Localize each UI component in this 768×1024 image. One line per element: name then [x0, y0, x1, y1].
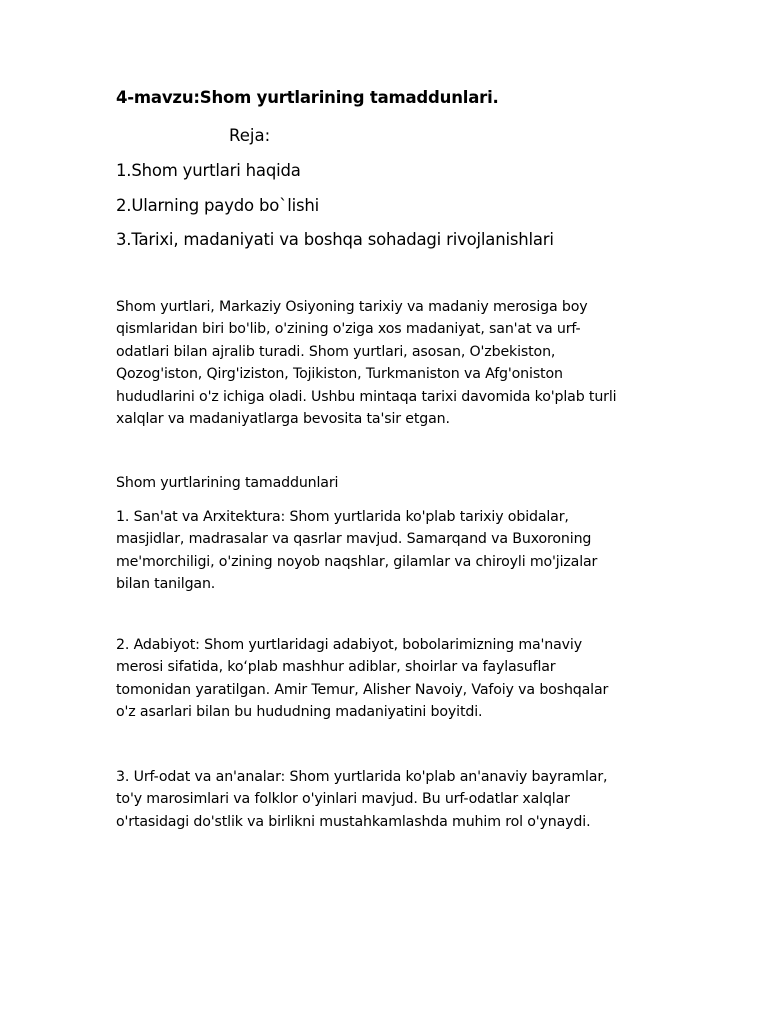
paragraph-line: merosi sifatida, ko‘plab mashhur adiblar, shoirlar va faylasuflar — [116, 659, 556, 676]
outline-item: 1.Shom yurtlari haqida — [116, 161, 301, 180]
section-art-architecture — [116, 506, 676, 596]
paragraph-line: Shom yurtlari, Markaziy Osiyoning tarixiy va madaniy merosiga boy — [116, 299, 588, 315]
paragraph-line: masjidlar, madrasalar va qasrlar mavjud. Samarqand va Buxoroning — [116, 531, 592, 548]
plan-label: Reja: — [229, 126, 271, 145]
section-heading-text: Shom yurtlarining tamaddunlari — [116, 475, 339, 491]
paragraph-line: tomonidan yaratilgan. Amir Temur, Alisher Navoiy, Vafoiy va boshqalar — [116, 681, 609, 698]
paragraph-line: odatlari bilan ajralib turadi. Shom yurtlari, asosan, O'zbekiston, — [116, 343, 556, 360]
paragraph-line: 1. San'at va Arxitektura: Shom yurtlarida ko'plab tarixiy obidalar, — [116, 509, 569, 525]
paragraph-line: to'y marosimlari va folklor o'yinlari mavjud. Bu urf-odatlar xalqlar — [116, 791, 570, 808]
paragraph-line: 2. Adabiyot: Shom yurtlaridagi adabiyot, bobolarimizning ma'naviy — [116, 637, 582, 653]
outline-item: 3.Tarixi, madaniyati va boshqa sohadagi rivojlanishlari — [116, 230, 554, 249]
paragraph-line: xalqlar va madaniyatlarga bevosita ta'sir etgan. — [116, 411, 450, 428]
paragraph-line: o'z asarlari bilan bu hududning madaniyatini boyitdi. — [116, 704, 483, 721]
paragraph-line: 3. Urf-odat va an'analar: Shom yurtlarida ko'plab an'anaviy bayramlar, — [116, 769, 608, 785]
paragraph-line: me'morchiligi, o'zining noyob naqshlar, gilamlar va chiroyli mo'jizalar — [116, 553, 598, 570]
paragraph-line: o'rtasidagi do'stlik va birlikni mustahkamlashda muhim rol o'ynaydi. — [116, 813, 591, 830]
section-literature — [116, 634, 676, 724]
section-traditions — [116, 766, 676, 833]
paragraph-line: qismlaridan biri bo'lib, o'zining o'ziga xos madaniyat, san'at va urf- — [116, 321, 581, 338]
paragraph-line: Qozog'iston, Qirg'iziston, Tojikiston, Turkmaniston va Afg'oniston — [116, 366, 563, 383]
document-title: 4-mavzu:Shom yurtlarining tamaddunlari. — [116, 88, 499, 107]
section-heading — [116, 472, 676, 494]
outline-item: 2.Ularning paydo bo`lishi — [116, 196, 320, 215]
paragraph-line: bilan tanilgan. — [116, 576, 216, 593]
intro-paragraph — [116, 296, 676, 430]
paragraph-line: hududlarini o'z ichiga oladi. Ushbu mintaqa tarixi davomida ko'plab turli — [116, 388, 617, 405]
